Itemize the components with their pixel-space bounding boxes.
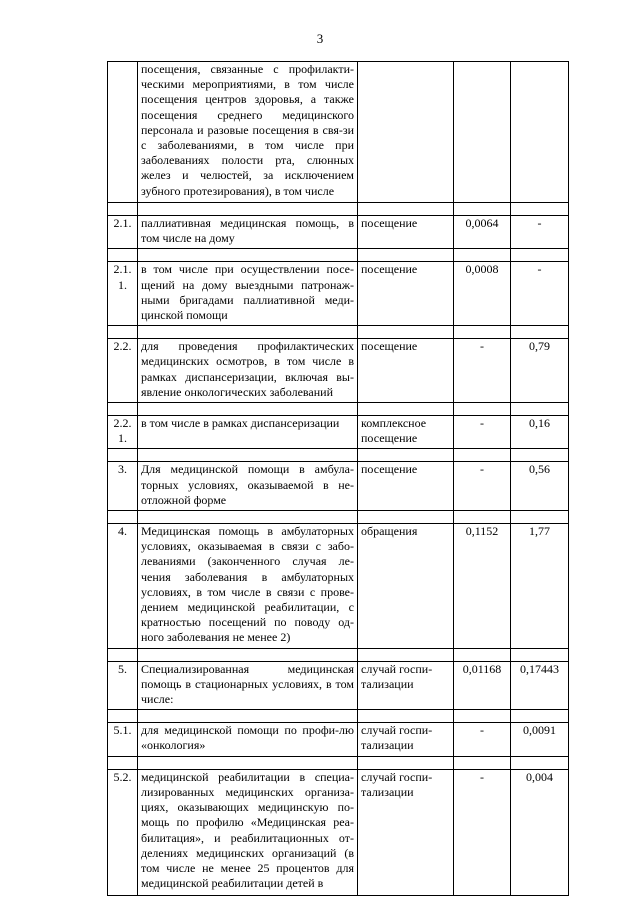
table-row	[108, 416, 569, 449]
row-value-2: 0,16	[511, 416, 569, 449]
row-name: в том числе при осуществлении посе-щений на дому выездными патронаж-ными бригадами паллиативной меди-цинской помощи	[138, 262, 358, 326]
row-unit: посещение	[358, 262, 454, 326]
row-unit: случай госпи-тализации	[358, 769, 454, 895]
row-name: для проведения профилактических медицинских осмотров, в том числе в рамках диспансеризации, включая вы-явление онкологических заболеваний	[138, 339, 358, 403]
row-unit: обращения	[358, 524, 454, 649]
table-row	[108, 723, 569, 756]
table-row	[108, 339, 569, 403]
row-value-2: 0,0091	[511, 723, 569, 756]
row-number: 5.	[108, 661, 138, 710]
row-value-2: 1,77	[511, 524, 569, 649]
row-value-2: 0,56	[511, 462, 569, 511]
row-number: 2.1. 1.	[108, 262, 138, 326]
row-value-2: 0,17443	[511, 661, 569, 710]
row-value-2: -	[511, 262, 569, 326]
table-row	[108, 216, 569, 249]
row-number: 5.2.	[108, 769, 138, 895]
row-gap	[108, 249, 569, 262]
table-row	[108, 62, 569, 203]
row-unit: комплексное посещение	[358, 416, 454, 449]
row-name: Специализированная медицинская помощь в стационарных условиях, в том числе:	[138, 661, 358, 710]
row-number: 2.2.	[108, 339, 138, 403]
row-value-2	[511, 62, 569, 203]
row-value-1: -	[454, 462, 511, 511]
row-unit: посещение	[358, 339, 454, 403]
row-name: в том числе в рамках диспансеризации	[138, 416, 358, 449]
row-value-2: 0,79	[511, 339, 569, 403]
row-name: Медицинская помощь в амбулаторных условиях, оказываемая в связи с забо-леваниями (законченного случая ле-чения заболевания в амбулаторных условиях, в том числе в связи с прове-дением медицинской реабилитации, с кратностью посещений по поводу од-ного заболевания не менее 2)	[138, 524, 358, 649]
row-value-1: -	[454, 723, 511, 756]
row-number: 2.1.	[108, 216, 138, 249]
row-number: 2.2. 1.	[108, 416, 138, 449]
row-gap	[108, 326, 569, 339]
table-row	[108, 769, 569, 895]
row-unit: посещение	[358, 462, 454, 511]
table-row	[108, 462, 569, 511]
table-row	[108, 524, 569, 649]
row-value-1	[454, 62, 511, 203]
row-number	[108, 62, 138, 203]
row-name: медицинской реабилитации в специа-лизированных медицинских организа-циях, оказывающих медицинскую по-мощь по профилю «Медицинская реа-билитация», и реабилитационных от-делениях медицинских организаций (в том числе не менее 25 процентов для медицинской реабилитации детей в	[138, 769, 358, 895]
row-value-2: 0,004	[511, 769, 569, 895]
row-name: посещения, связанные с профилакти-ческими мероприятиями, в том числе посещения центров здоровья, а также посещения среднего медицинского персонала и разовые посещения в свя-зи с заболеваниями, в том числе при заболеваниях полости рта, слюнных желез и челюстей, за исключением зубного протезирования), в том числе	[138, 62, 358, 203]
row-gap	[108, 403, 569, 416]
row-value-1: 0,0064	[454, 216, 511, 249]
row-name: Для медицинской помощи в амбула-торных условиях, оказываемой в не-отложной форме	[138, 462, 358, 511]
row-unit: случай госпи-тализации	[358, 723, 454, 756]
row-number: 5.1.	[108, 723, 138, 756]
row-gap	[108, 203, 569, 216]
row-name: паллиативная медицинская помощь, в том числе на дому	[138, 216, 358, 249]
row-gap	[108, 648, 569, 661]
row-value-2: -	[511, 216, 569, 249]
row-number: 3.	[108, 462, 138, 511]
row-gap	[108, 710, 569, 723]
row-value-1: -	[454, 769, 511, 895]
page-number: 3	[316, 31, 324, 46]
row-value-1: -	[454, 416, 511, 449]
table-row	[108, 661, 569, 710]
row-name: для медицинской помощи по профи-лю «онкология»	[138, 723, 358, 756]
row-unit: случай госпи-тализации	[358, 661, 454, 710]
table-row	[108, 262, 569, 326]
row-number: 4.	[108, 524, 138, 649]
row-value-1: 0,0008	[454, 262, 511, 326]
row-unit: посещение	[358, 216, 454, 249]
row-unit	[358, 62, 454, 203]
norms-table	[107, 61, 569, 896]
row-gap	[108, 449, 569, 462]
row-gap	[108, 511, 569, 524]
row-gap	[108, 756, 569, 769]
row-value-1: 0,01168	[454, 661, 511, 710]
row-value-1: 0,1152	[454, 524, 511, 649]
row-value-1: -	[454, 339, 511, 403]
